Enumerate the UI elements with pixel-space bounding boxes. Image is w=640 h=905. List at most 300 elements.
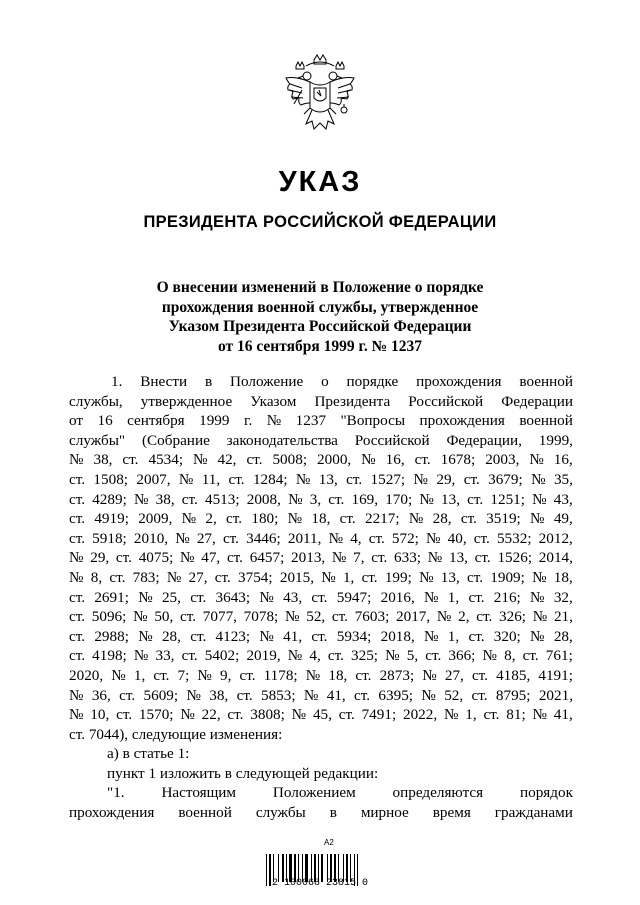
body-word: ст. — [460, 510, 477, 528]
body-word: ст. — [368, 529, 385, 547]
body-word: № — [413, 470, 428, 488]
body-word: № — [331, 549, 347, 567]
document-subtitle: ПРЕЗИДЕНТА РОССИЙСКОЙ ФЕДЕРАЦИИ — [143, 213, 497, 231]
heading-line: от 16 сентября 1999 г. № 1237 — [217, 337, 423, 355]
body-word: 4198; — [92, 647, 127, 665]
body-word: ст. — [69, 647, 86, 665]
body-word: порядке — [346, 373, 399, 390]
body-word: 3446; — [246, 529, 281, 547]
body-word: 6395; — [378, 686, 414, 704]
body-word: 25, — [161, 588, 181, 606]
body-word: "1. — [107, 784, 125, 802]
body-word: ст. — [246, 451, 263, 469]
body-word: № — [181, 510, 197, 528]
body-word: 40, — [447, 529, 467, 547]
body-word: 4919; — [94, 510, 129, 528]
body-word: службы, — [69, 392, 123, 410]
body-word: № — [186, 686, 201, 704]
body-word: 27, — [444, 666, 464, 684]
body-word: 320; — [493, 627, 521, 645]
body-word: № — [531, 470, 546, 488]
body-word: 3, — [309, 490, 322, 508]
body-word: № — [305, 666, 321, 684]
body-word: ст. — [522, 647, 539, 665]
body-word: 3754; — [238, 568, 273, 586]
body-word: № — [424, 627, 439, 645]
body-word: ст. — [69, 470, 86, 488]
body-word: 13, — [318, 470, 338, 488]
body-word: 1237 — [295, 412, 327, 430]
body-word: ст. — [414, 451, 431, 469]
body-word: ст. — [69, 529, 86, 547]
body-word: ст. — [214, 568, 231, 586]
body-word: ст. — [119, 686, 136, 704]
body-word: 216; — [493, 588, 521, 606]
body-word: 8, — [90, 568, 103, 586]
body-word: 49, — [553, 510, 573, 528]
body-word: 3679; — [488, 470, 523, 488]
body-word: 366; — [448, 647, 476, 665]
body-word: № — [138, 588, 153, 606]
body-word: ст. — [181, 490, 198, 508]
body-word: 170; — [385, 490, 413, 508]
body-word: службы — [255, 804, 306, 822]
body-word: прохождения — [416, 373, 502, 390]
body-word: № — [532, 490, 547, 508]
body-word: 3519; — [486, 510, 521, 528]
body-line — [69, 490, 573, 510]
body-word: № — [385, 647, 400, 665]
body-word: службы" — [69, 431, 126, 449]
body-word: 1284; — [252, 470, 288, 488]
body-word: 50, — [154, 608, 174, 626]
body-word: 2015, — [279, 568, 315, 586]
body-word: ст. — [339, 510, 356, 528]
body-word: № — [436, 608, 452, 626]
body-word: 1678; — [440, 451, 476, 469]
body-word: ст. — [471, 686, 488, 704]
body-word: ст. — [116, 706, 133, 724]
body-line — [69, 686, 573, 706]
body-word: ст. — [425, 647, 442, 665]
body-word: в — [205, 373, 213, 390]
body-word: 2007, — [136, 470, 171, 488]
body-word: 2017, — [396, 608, 431, 626]
body-word: 2003, — [485, 451, 520, 469]
body-word: 42, — [217, 451, 237, 469]
body-line — [69, 568, 573, 588]
body-word: 13, — [440, 568, 460, 586]
body-line-text: ст. 7044), следующие изменения: — [69, 725, 283, 743]
body-line — [69, 725, 573, 745]
body-word: 633; — [394, 549, 422, 567]
body-word: № — [419, 490, 434, 508]
body-word: ст. — [227, 706, 244, 724]
body-word: ст. — [109, 568, 126, 586]
body-line — [69, 548, 573, 568]
body-word: 16 — [97, 412, 113, 430]
body-word: 5609; — [143, 686, 179, 704]
body-word: ст. — [311, 588, 328, 606]
body-word: г. — [243, 412, 253, 430]
body-word: 5, — [406, 647, 419, 665]
body-word: 6457; — [249, 549, 285, 567]
body-word: 16, — [385, 451, 405, 469]
barcode — [252, 838, 388, 898]
body-word: 2009, — [138, 510, 173, 528]
body-word: 2217; — [364, 510, 400, 528]
body-word: № — [193, 451, 208, 469]
body-word: № — [328, 529, 344, 547]
body-line — [69, 646, 573, 666]
body-word: № — [285, 608, 300, 626]
body-word: 41, — [326, 686, 346, 704]
body-word: 8, — [504, 647, 516, 665]
body-word: в — [329, 804, 337, 822]
body-word: 29, — [436, 470, 456, 488]
body-word: 4123; — [215, 627, 251, 645]
body-word: 7077, — [202, 608, 237, 626]
body-word: № — [530, 588, 545, 606]
body-word: 7; — [177, 666, 190, 684]
body-word: от — [69, 412, 84, 430]
body-word: сентября — [127, 412, 185, 430]
body-word: 1251; — [490, 490, 525, 508]
body-word: № — [408, 510, 424, 528]
body-word: № — [180, 706, 195, 724]
body-word: 2000, — [317, 451, 352, 469]
body-line — [69, 372, 573, 392]
body-word: ст. — [355, 666, 372, 684]
body-word: 4, — [309, 647, 321, 665]
body-word: 18, — [553, 568, 573, 586]
body-word: 11, — [201, 470, 221, 488]
body-word: мирное — [360, 804, 409, 822]
body-word: № — [178, 470, 194, 488]
heading-line: прохождения военной службы, утвержденное — [161, 298, 479, 316]
body-word: 1526; — [497, 549, 533, 567]
body-word: ст. — [190, 627, 207, 645]
body-word: 10, — [90, 706, 110, 724]
body-word: 47, — [201, 549, 221, 567]
body-word: 3643; — [215, 588, 251, 606]
body-word: ст. — [346, 470, 363, 488]
body-word: № — [69, 706, 84, 724]
body-word: № — [532, 608, 548, 626]
body-word: гражданами — [494, 804, 573, 822]
body-word: ст. — [327, 647, 344, 665]
body-word: 3808; — [250, 706, 285, 724]
body-word: ст. — [153, 666, 170, 684]
body-word: прохождения — [419, 412, 505, 430]
body-word: 2013, — [291, 549, 326, 567]
body-word: прохождения — [69, 804, 155, 822]
body-line — [69, 431, 573, 451]
body-word: 572; — [391, 529, 419, 547]
body-word: ст. — [467, 490, 484, 508]
body-word: ст. — [226, 549, 243, 567]
body-word: Президента — [314, 392, 391, 410]
body-word: 2011, — [287, 529, 322, 547]
body-word: 9, — [220, 666, 232, 684]
body-word: 5918; — [92, 529, 127, 547]
body-word: военной — [519, 373, 573, 390]
body-word: о — [321, 373, 329, 390]
body-word: 1, — [342, 568, 355, 586]
heading-line: О внесении изменений в Положение о порядке — [156, 279, 484, 296]
body-line — [69, 744, 573, 764]
body-word: 2014, — [538, 549, 573, 567]
body-word: ст. — [463, 470, 480, 488]
body-line — [69, 529, 573, 549]
body-word: 18, — [311, 510, 331, 528]
body-word: 2021, — [538, 686, 573, 704]
body-line — [69, 803, 573, 823]
body-word: № — [421, 686, 436, 704]
body-word: 4075; — [138, 549, 174, 567]
body-word: 1508; — [93, 470, 129, 488]
body-word: 5853; — [260, 686, 296, 704]
body-word: № — [532, 568, 547, 586]
body-word: ст. — [354, 686, 371, 704]
body-word: № — [424, 588, 439, 606]
body-word: ст. — [331, 608, 348, 626]
body-word: № — [303, 686, 319, 704]
body-word: Внести — [140, 373, 188, 390]
body-word: № — [111, 666, 126, 684]
body-word: 38, — [93, 451, 113, 469]
body-word: 1570; — [138, 706, 174, 724]
body-word: 18, — [328, 666, 348, 684]
body-word: 16, — [553, 451, 573, 469]
body-word: 45, — [312, 706, 332, 724]
body-word: 13, — [448, 549, 468, 567]
body-word: ст. — [181, 647, 198, 665]
body-word: 180; — [251, 510, 279, 528]
body-word: 783; — [132, 568, 160, 586]
body-word: № — [259, 627, 274, 645]
body-word: 1999 — [199, 412, 230, 430]
body-word: 2016, — [380, 588, 415, 606]
body-word: 4, — [350, 529, 362, 547]
body-word: № — [426, 529, 441, 547]
body-word: № — [69, 549, 84, 567]
document-heading — [100, 278, 540, 356]
body-word: 5008; — [272, 451, 308, 469]
body-word: Российской — [408, 392, 484, 410]
body-word: ст. — [239, 666, 256, 684]
body-word: 1, — [133, 666, 146, 684]
body-line — [69, 450, 573, 470]
body-word: № — [69, 451, 84, 469]
body-word: 2008, — [246, 490, 281, 508]
body-word: 2691; — [94, 588, 129, 606]
body-word: № — [422, 666, 437, 684]
body-word: ст. — [483, 706, 500, 724]
body-word: № — [419, 568, 434, 586]
body-word: 32, — [553, 588, 573, 606]
body-word: ст. — [328, 490, 345, 508]
body-word: № — [69, 686, 84, 704]
body-word: (Собрание — [141, 431, 210, 449]
body-word: ст. — [69, 627, 86, 645]
body-word: порядок — [519, 784, 573, 802]
body-word: № — [361, 451, 376, 469]
body-word: № — [259, 588, 274, 606]
body-word: № — [530, 510, 545, 528]
body-word: 2, — [205, 510, 217, 528]
body-word: 21, — [553, 608, 573, 626]
body-word: 5934; — [336, 627, 372, 645]
body-word: Указом — [250, 392, 297, 410]
body-word: № — [532, 706, 547, 724]
body-word: 5096; — [91, 608, 127, 626]
body-word: ст. — [476, 608, 493, 626]
body-word: 2012, — [538, 529, 573, 547]
body-word: 33, — [155, 647, 175, 665]
body-word: № — [180, 549, 195, 567]
body-word: 52, — [444, 686, 464, 704]
body-word: 2010, — [133, 529, 169, 547]
body-word: 1, — [447, 627, 460, 645]
body-word: № — [69, 568, 84, 586]
barcode-number: 2 100068 23815 0 — [271, 878, 368, 889]
body-word: № — [291, 706, 307, 724]
body-word: ст. — [471, 666, 488, 684]
body-word: № — [287, 647, 303, 665]
body-word: 2022, — [402, 706, 438, 724]
body-line — [69, 764, 573, 784]
body-word: 199; — [384, 568, 412, 586]
body-word: Положение — [230, 373, 304, 390]
body-word: № — [133, 608, 148, 626]
body-word: 1178; — [263, 666, 298, 684]
body-word: 52, — [306, 608, 326, 626]
body-word: Федерации, — [446, 431, 522, 449]
body-word: 4513; — [204, 490, 240, 508]
body-line — [69, 627, 573, 647]
body-line-text: а) в статье 1: — [107, 745, 190, 763]
body-word: 1909; — [490, 568, 525, 586]
body-word: 4185, — [496, 666, 531, 684]
body-word: № — [287, 510, 303, 528]
document-title: УКАЗ — [278, 166, 362, 198]
body-word: № — [288, 490, 303, 508]
body-word: № — [175, 529, 190, 547]
body-word: 2020, — [69, 666, 104, 684]
body-line — [69, 392, 573, 412]
body-word: ст. — [468, 588, 485, 606]
body-word: 7, — [353, 549, 365, 567]
body-word: № — [295, 470, 311, 488]
body-word: Российской — [354, 431, 430, 449]
body-word: ст. — [371, 549, 388, 567]
body-word: ст. — [69, 608, 86, 626]
body-word: Настоящим — [161, 784, 237, 802]
body-word: ст. — [190, 588, 207, 606]
body-word: ст. — [473, 529, 490, 547]
body-word: ст. — [474, 549, 491, 567]
body-word: военной — [178, 804, 232, 822]
body-word: 4534; — [148, 451, 184, 469]
body-word: ст. — [222, 529, 239, 547]
body-line — [69, 705, 573, 725]
body-line — [69, 607, 573, 627]
body-line — [69, 666, 573, 686]
body-word: 326; — [499, 608, 527, 626]
body-word: № — [482, 647, 498, 665]
barcode-mark: А2 — [324, 838, 334, 847]
body-word: № — [529, 451, 544, 469]
body-word: № — [133, 490, 149, 508]
body-word: 1, — [447, 588, 460, 606]
body-word: 1999, — [538, 431, 573, 449]
heading-line: Указом Президента Российской Федерации — [168, 318, 472, 335]
body-word: 1. — [111, 373, 123, 390]
body-word: № — [266, 412, 282, 430]
body-word: 28, — [553, 627, 573, 645]
body-word: 27, — [196, 529, 216, 547]
body-word: ст. — [69, 510, 86, 528]
body-word: определяются — [392, 784, 484, 802]
body-line — [69, 783, 573, 803]
body-word: ст. — [311, 627, 328, 645]
body-word: 35, — [553, 470, 573, 488]
body-word: 27, — [188, 568, 208, 586]
body-word: 2988; — [94, 627, 129, 645]
body-word: 8795; — [495, 686, 531, 704]
body-word: 5532; — [496, 529, 532, 547]
body-word: № — [427, 549, 443, 567]
body-word: ст. — [226, 510, 243, 528]
body-word: "Вопросы — [340, 412, 406, 430]
document-body — [69, 372, 573, 823]
body-word: 169, — [351, 490, 379, 508]
body-word: 7491; — [361, 706, 397, 724]
body-line — [69, 509, 573, 529]
body-word: ст. — [228, 470, 245, 488]
body-word: 38, — [155, 490, 175, 508]
body-word: 41, — [553, 706, 573, 724]
body-word: 81; — [506, 706, 526, 724]
body-word: ст. — [180, 608, 197, 626]
body-line — [69, 470, 573, 490]
body-word: 1527; — [370, 470, 406, 488]
body-word: ст. — [338, 706, 355, 724]
body-word: 2873; — [379, 666, 415, 684]
body-word: военной — [519, 412, 573, 430]
body-word: № — [166, 568, 182, 586]
body-line-text: пункт 1 изложить в следующей редакции: — [107, 764, 379, 782]
body-word: ст. — [466, 568, 484, 586]
body-word: № — [321, 568, 336, 586]
body-word: 41, — [283, 627, 303, 645]
body-word: 761; — [545, 647, 573, 665]
body-word: утвержденное — [140, 392, 233, 410]
body-word: Положением — [272, 784, 356, 802]
body-word: 4289; — [92, 490, 127, 508]
body-word: ст. — [115, 549, 132, 567]
body-word: 2019, — [246, 647, 281, 665]
body-word: № — [443, 706, 459, 724]
body-word: 43, — [283, 588, 303, 606]
body-word: 5402; — [204, 647, 240, 665]
body-line — [69, 588, 573, 608]
body-word: Федерации — [501, 392, 573, 410]
body-word: ст. — [468, 627, 485, 645]
body-word: 2, — [458, 608, 470, 626]
body-word: 2018, — [380, 627, 415, 645]
